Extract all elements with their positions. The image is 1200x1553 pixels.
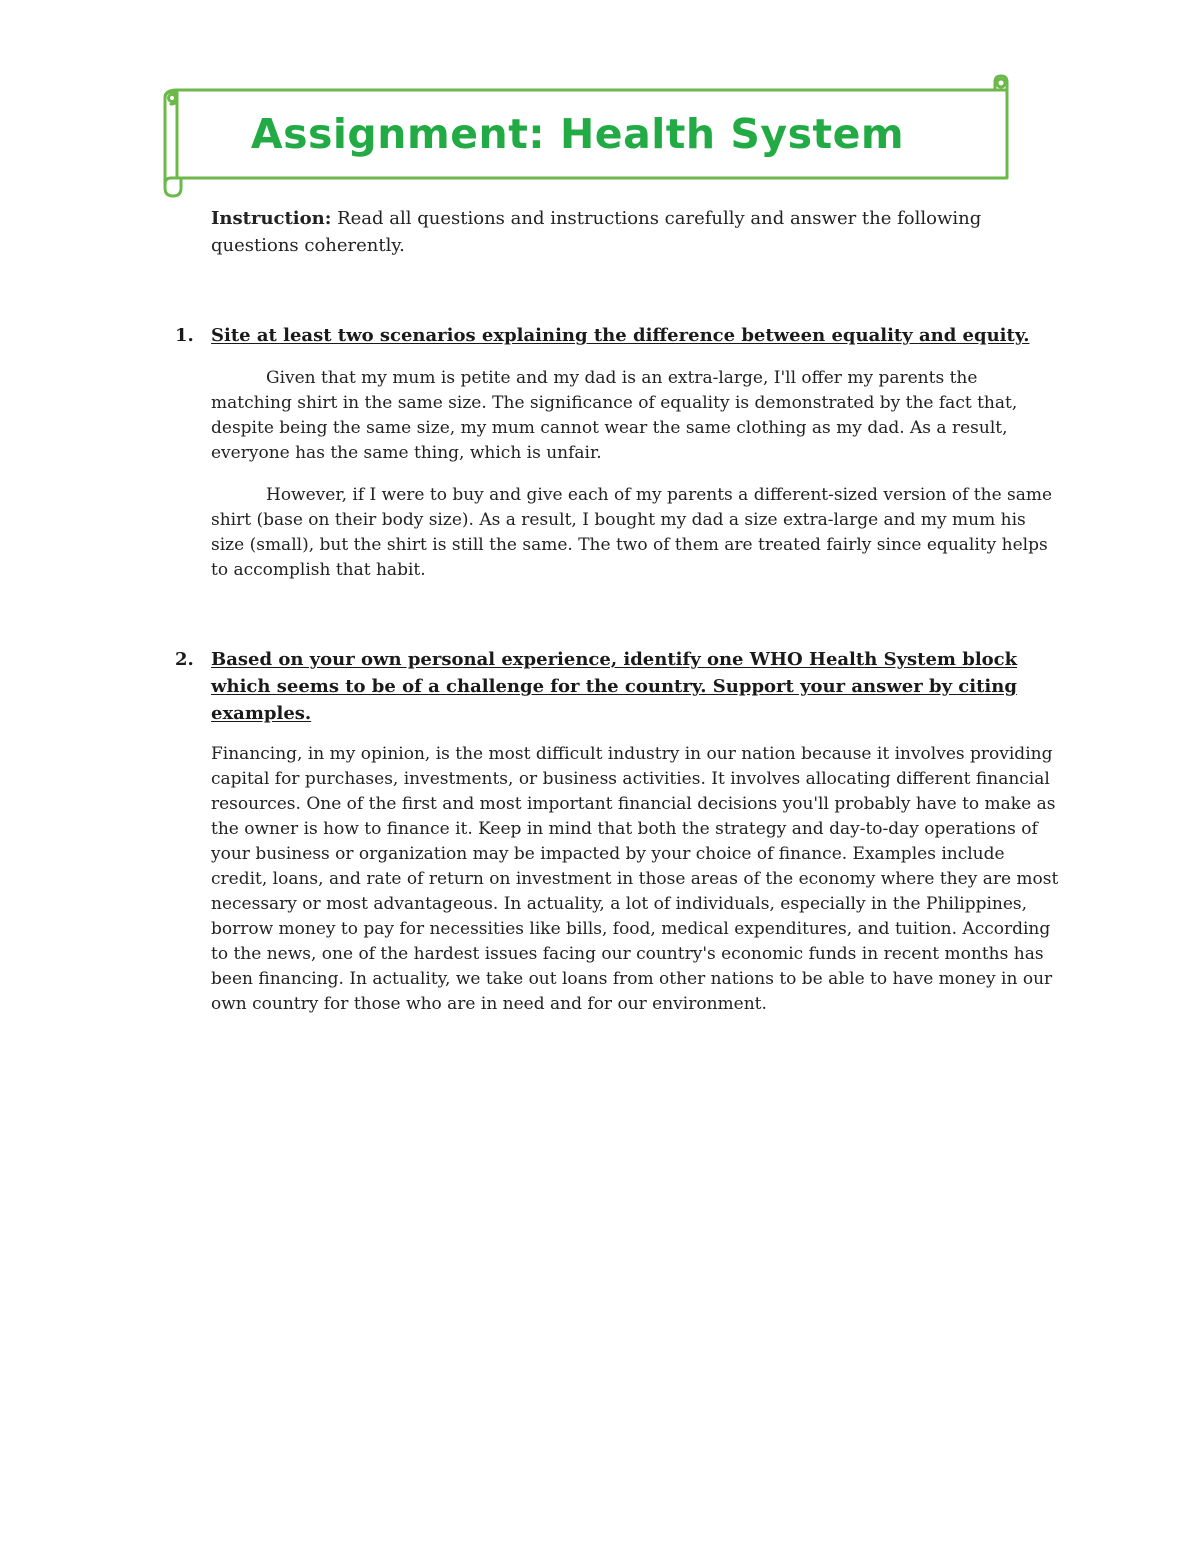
answer-paragraph: Financing, in my opinion, is the most difficult industry in our nation because it involves providing capital for purchases, investments, or business activities. It involves allocating different financial resources. One of the first and most important financial decisions you'll probably have to make as the owner is how to finance it. Keep in mind that both the strategy and day-to-day operations of your business or organization may be impacted by your choice of finance. Examples include credit, loans, and rate of return on investment in those areas of the economy where they are most necessary or most advantageous. In actuality, a lot of individuals, especially in the Philippines, borrow money to pay for necessities like bills, food, medical expenditures, and tuition. According to the news, one of the hardest issues facing our country's economic funds in recent months has been financing. In actuality, we take out loans from other nations to be able to have money in our own country for those who are in need and for our environment. xyxy=(211,744,1059,1014)
instruction-text: Read all questions and instructions carefully and answer the following questions coherently. xyxy=(211,208,982,256)
instruction-block xyxy=(211,205,1041,259)
answer-paragraph: However, if I were to buy and give each of my parents a different-sized version of the same shirt (base on their body size). As a result, I bought my dad a size extra-large and my mum his size (small), but the shirt is still the same. The two of them are treated fairly since equality helps to accomplish that habit. xyxy=(211,485,1053,580)
title-banner xyxy=(155,74,1021,198)
question-number: 2. xyxy=(175,649,194,670)
page-title: Assignment: Health System xyxy=(250,110,905,158)
instruction-label: Instruction: xyxy=(211,208,332,229)
question-number: 1. xyxy=(175,325,194,346)
answer-paragraph: Given that my mum is petite and my dad is an extra-large, I'll offer my parents the matching shirt in the same size. The significance of equality is demonstrated by the fact that, despite being the same size, my mum cannot wear the same clothing as my dad. As a result, everyone has the same thing, which is unfair. xyxy=(211,368,1018,463)
question-prompt: Site at least two scenarios explaining the difference between equality and equity. xyxy=(211,325,1030,346)
question-prompt: Based on your own personal experience, identify one WHO Health System block which seems to be of a challenge for the country. Support your answer by citing examples. xyxy=(211,649,1018,724)
